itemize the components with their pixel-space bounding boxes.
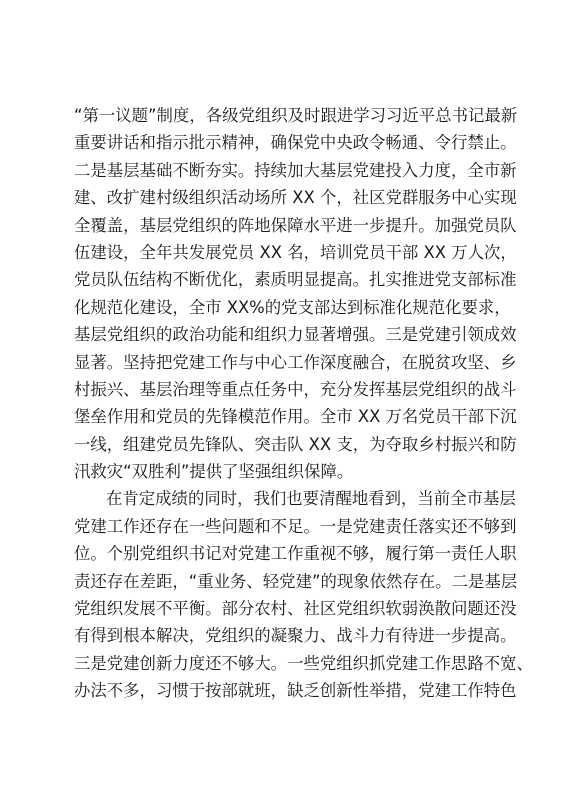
text-line: 党组织发展不平衡。部分农村、社区党组织软弱涣散问题还没 — [74, 599, 517, 619]
text-line: 责还存在差距，“重业务、轻党建”的现象依然存在。二是基层 — [74, 571, 518, 591]
text-line: 建、改扩建村级组织活动场所 XX 个，社区党群服务中心实现 — [74, 188, 517, 208]
text-line: 办法不多，习惯于按部就班，缺乏创新性举措，党建工作特色 — [74, 681, 517, 701]
text-line: 一线，组建党员先锋队、突击队 XX 支，为夺取乡村振兴和防 — [74, 434, 517, 454]
paragraph-1 — [74, 102, 518, 485]
text-line: 党建工作还存在一些问题和不足。一是党建责任落实还不够到 — [74, 516, 517, 536]
text-line: “第一议题”制度，各级党组织及时跟进学习习近平总书记最新 — [74, 106, 518, 125]
document-body — [74, 102, 533, 705]
text-line: 汛救灾“双胜利”提供了坚强组织保障。 — [74, 462, 354, 482]
text-line: 有得到根本解决，党组织的凝聚力、战斗力有待进一步提高。 — [74, 626, 517, 646]
text-line: 显著。坚持把党建工作与中心工作深度融合，在脱贫攻坚、乡 — [74, 352, 517, 372]
text-line: 在肯定成绩的同时，我们也要清醒地看到，当前全市基层 — [106, 489, 516, 509]
paragraph-2 — [74, 485, 533, 704]
text-line: 堡垒作用和党员的先锋模范作用。全市 XX 万名党员干部下沉 — [74, 407, 517, 427]
text-line: 基层党组织的政治功能和组织力显著增强。三是党建引领成效 — [74, 325, 517, 345]
text-line: 化规范化建设，全市 XX%的党支部达到标准化规范化要求， — [74, 297, 511, 317]
text-line: 全覆盖，基层党组织的阵地保障水平进一步提升。加强党员队 — [74, 215, 517, 235]
text-line: 重要讲话和指示批示精神，确保党中央政令畅通、令行禁止。 — [74, 133, 517, 153]
text-line: 二是基层基础不断夯实。持续加大基层党建投入力度，全市新 — [74, 160, 517, 180]
text-line: 伍建设，全年共发展党员 XX 名，培训党员干部 XX 万人次， — [74, 242, 517, 262]
text-line: 位。个别党组织书记对党建工作重视不够，履行第一责任人职 — [74, 544, 517, 564]
text-line: 村振兴、基层治理等重点任务中，充分发挥基层党组织的战斗 — [74, 379, 517, 399]
text-line: 党员队伍结构不断优化，素质明显提高。扎实推进党支部标准 — [74, 270, 517, 290]
text-line: 三是党建创新力度还不够大。一些党组织抓党建工作思路不宽、 — [74, 653, 533, 673]
